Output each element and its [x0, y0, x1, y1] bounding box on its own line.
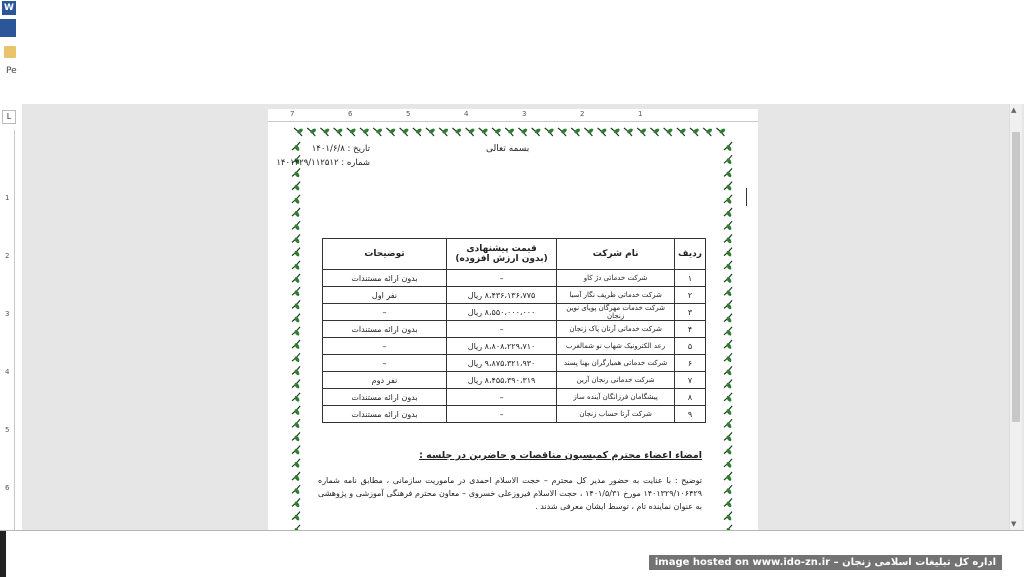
price-cell: –: [446, 270, 556, 287]
notes-cell: نفر دوم: [323, 372, 447, 389]
row-number-cell: ۳: [675, 304, 706, 321]
ruler-tick-label: 7: [290, 110, 295, 118]
scroll-thumb[interactable]: [1012, 132, 1020, 422]
row-number-cell: ۶: [675, 355, 706, 372]
word-app-icon[interactable]: W: [2, 1, 16, 15]
notes-cell: –: [323, 355, 447, 372]
row-number-cell: ۱: [675, 270, 706, 287]
folder-icon[interactable]: [4, 46, 16, 58]
notes-cell: بدون ارائه مستندات: [323, 270, 447, 287]
document-page[interactable]: [268, 122, 758, 536]
bottom-edge: [0, 531, 6, 577]
ruler-tick-label: 4: [464, 110, 469, 118]
row-number-cell: ۹: [675, 406, 706, 423]
ruler-tick-label: 1: [638, 110, 643, 118]
ruler-tick-label: 5: [406, 110, 411, 118]
row-number-cell: ۴: [675, 321, 706, 338]
row-number-cell: ۸: [675, 389, 706, 406]
header-company: نام شرکت: [557, 239, 675, 270]
members-heading: امضاء اعضاء محترم کمیسیون مناقصات و حاضرین در جلسه :: [419, 450, 702, 461]
table-row: [323, 321, 706, 338]
vertical-scrollbar[interactable]: [1009, 104, 1022, 530]
row-number-cell: ۷: [675, 372, 706, 389]
document-content[interactable]: [276, 122, 710, 536]
company-cell: پیشگامان فرزانگان آینده ساز: [557, 389, 675, 406]
table-row: [323, 304, 706, 321]
price-cell: ۸،۸۰۸،۲۲۹،۷۱۰ ریال: [446, 338, 556, 355]
company-cell: شرکت خدماتی ظریف نگار آسیا: [557, 287, 675, 304]
header-number: شماره : ۱۴۰۱۳۲۹/۱۱۲۵۱۲: [276, 158, 370, 168]
table-row: [323, 406, 706, 423]
ruler-tick-label: 6: [5, 484, 10, 492]
vertical-ruler[interactable]: [2, 130, 15, 530]
table-row: [323, 389, 706, 406]
tab-selector-button[interactable]: L: [2, 110, 16, 124]
header-price: قیمت پیشنهادی (بدون ارزش افزوده): [446, 239, 556, 270]
bids-table: [322, 238, 706, 423]
ruler-tick-label: 6: [348, 110, 353, 118]
scroll-up-icon[interactable]: ▲: [1011, 106, 1017, 114]
table-row: [323, 355, 706, 372]
ruler-tick-label: 2: [5, 252, 10, 260]
company-cell: شرکت خدماتی آرتان پاک زنجان: [557, 321, 675, 338]
notes-cell: بدون ارائه مستندات: [323, 321, 447, 338]
notes-cell: بدون ارائه مستندات: [323, 406, 447, 423]
company-cell: رعد الکترونیک شهاب نو شمالغرب: [557, 338, 675, 355]
price-cell: –: [446, 389, 556, 406]
ribbon-area: [22, 0, 1024, 104]
horizontal-ruler[interactable]: [268, 109, 758, 122]
price-cell: –: [446, 321, 556, 338]
header-date: تاریخ : ۱۴۰۱/۶/۸: [311, 144, 370, 154]
notes-cell: بدون ارائه مستندات: [323, 389, 447, 406]
company-cell: شرکت خدماتی رنجان آرین: [557, 372, 675, 389]
price-cell: ۸،۵۵۰،۰۰۰،۰۰۰ ریال: [446, 304, 556, 321]
notes-cell: –: [323, 304, 447, 321]
table-row: [323, 338, 706, 355]
scroll-down-icon[interactable]: ▼: [1011, 520, 1017, 528]
price-cell: ۸،۴۵۵،۳۹۰،۳۱۹ ریال: [446, 372, 556, 389]
ruler-tick-label: 2: [580, 110, 585, 118]
table-row: [323, 287, 706, 304]
taskbar-label: Pe: [6, 66, 17, 76]
header-notes: توضیحات: [323, 239, 447, 270]
header-row-number: ردیف: [675, 239, 706, 270]
table-row: [323, 270, 706, 287]
ruler-tick-label: 5: [5, 426, 10, 434]
notes-cell: –: [323, 338, 447, 355]
table-header-row: [323, 239, 706, 270]
watermark-caption: image hosted on www.ido-zn.ir – اداره کل تبلیغات اسلامی زنجان: [649, 555, 1002, 570]
ruler-tick-label: 3: [5, 310, 10, 318]
ruler-tick-label: 1: [5, 194, 10, 202]
notes-cell: نفر اول: [323, 287, 447, 304]
ruler-tick-label: 3: [522, 110, 527, 118]
company-cell: شرکت خدماتی دژ کاو: [557, 270, 675, 287]
active-window-indicator[interactable]: [0, 19, 16, 37]
text-cursor: [746, 188, 747, 206]
price-cell: ۸،۴۳۶،۱۳۶،۷۷۵ ریال: [446, 287, 556, 304]
table-row: [323, 372, 706, 389]
header-bismillah: بسمه تعالی: [486, 144, 530, 154]
company-cell: شرکت خدمات مهرگان پویای نوین زنجان: [557, 304, 675, 321]
company-cell: شرکت آرتا حساب زنجان: [557, 406, 675, 423]
price-cell: –: [446, 406, 556, 423]
price-cell: ۹،۸۷۵،۳۲۱،۹۳۰ ریال: [446, 355, 556, 372]
explanation-paragraph: توضیح : با عنایت به حضور مدیر کل محترم – حجت الاسلام احمدی در ماموریت سازمانی ، مطابق نامه شماره ۱۴۰۱۳۲۹/۱۰۶۴۲۹ مورخ ۱۴۰۱/۵/۳۱ ، حجت الاسلام فیروزعلی خسروی – معاون محترم فرهنگی آموزشی و پژوهشی به عنوان نماینده تام ، توسط ایشان معرفی شدند .: [318, 476, 702, 511]
row-number-cell: ۲: [675, 287, 706, 304]
ruler-tick-label: 4: [5, 368, 10, 376]
company-cell: شرکت خدماتی همیارگران بهنا پسند: [557, 355, 675, 372]
row-number-cell: ۵: [675, 338, 706, 355]
